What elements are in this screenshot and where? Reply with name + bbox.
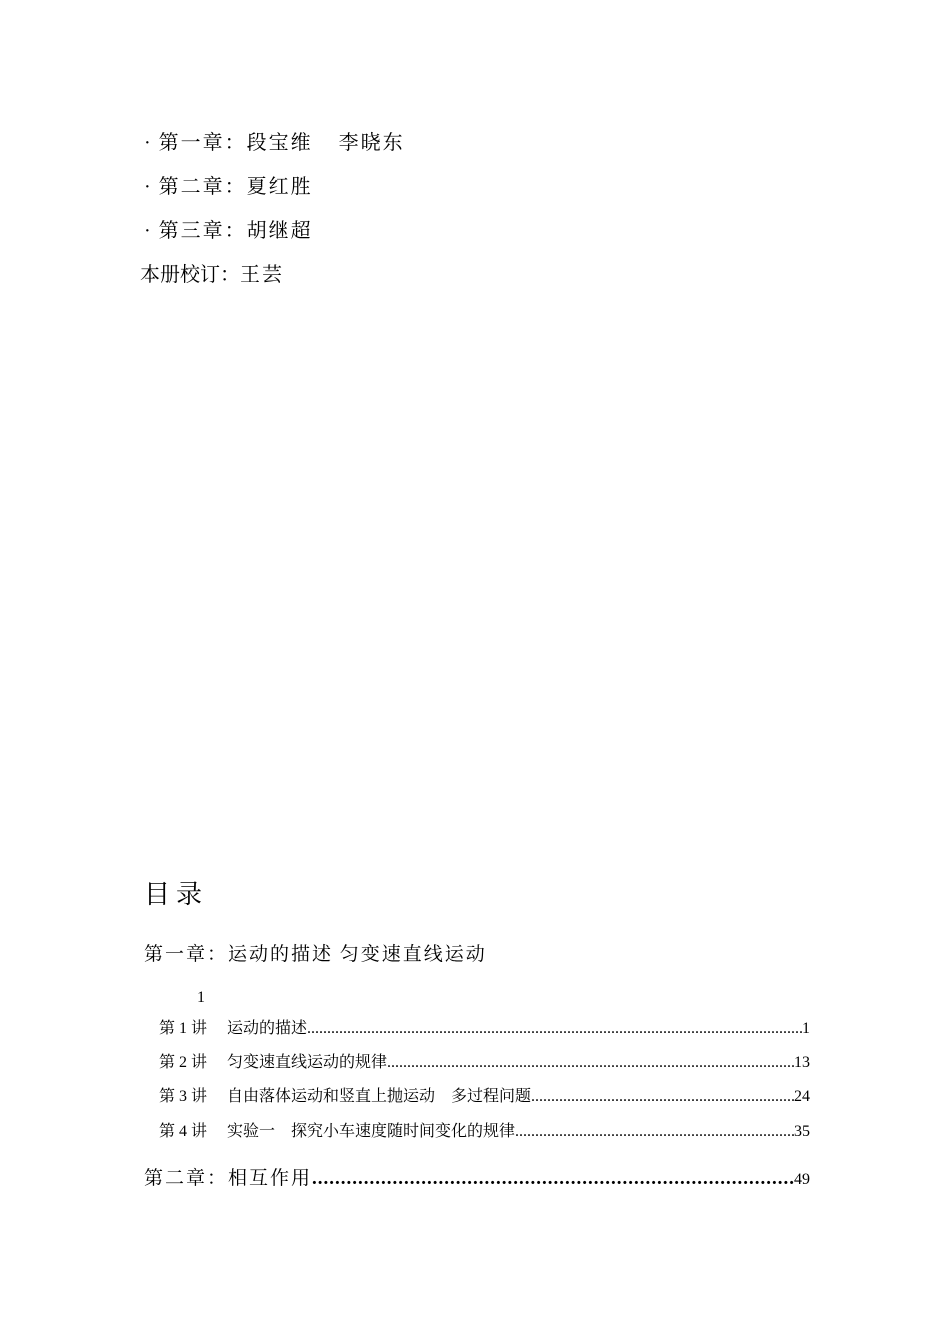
credit-line-1 — [144, 126, 405, 155]
toc-entry-page: 13 — [794, 1054, 810, 1071]
revision-line — [140, 258, 284, 287]
toc-entry-number: 第 3 讲 — [159, 1088, 208, 1105]
toc-entry[interactable] — [159, 1015, 810, 1038]
credit-name: 胡继超 — [246, 220, 313, 242]
bullet: · — [144, 132, 153, 154]
credit-name: 段宝维 — [246, 132, 313, 154]
toc-entry-page: 24 — [794, 1088, 810, 1105]
toc-entry-title: 运动的描述 — [227, 1020, 308, 1037]
toc-title: 目录 — [144, 880, 209, 909]
credit-name: 夏红胜 — [246, 176, 313, 198]
toc-chapter-1-title[interactable]: 第一章：运动的描述 匀变速直线运动 — [144, 944, 487, 965]
toc-entry-number: 第 1 讲 — [159, 1020, 208, 1037]
dot-leader — [307, 1020, 802, 1038]
bullet: · — [144, 176, 153, 198]
toc-entry-number: 第 4 讲 — [159, 1123, 208, 1140]
toc-entry-page: 35 — [794, 1123, 810, 1140]
toc-entry-title: 匀变速直线运动的规律 — [227, 1054, 388, 1071]
revision-name: 王芸 — [240, 264, 284, 286]
revision-label: 本册校订： — [140, 262, 240, 286]
toc-entry-page: 1 — [802, 1020, 810, 1037]
credit-chapter: 第一章： — [158, 132, 247, 154]
credit-line-3 — [144, 214, 313, 243]
toc-chapter-2-title: 第二章：相互作用 — [144, 1168, 313, 1189]
toc-chapter-2-page: 49 — [794, 1171, 810, 1188]
toc-chapter-1-page: 1 — [197, 989, 205, 1006]
dot-leader — [515, 1123, 794, 1141]
credit-chapter: 第三章： — [158, 220, 247, 242]
dot-leader — [312, 1168, 794, 1190]
toc-entry[interactable] — [159, 1049, 810, 1072]
bullet: · — [144, 220, 153, 242]
dot-leader — [387, 1054, 794, 1072]
toc-entry-number: 第 2 讲 — [159, 1054, 208, 1071]
credit-line-2 — [144, 170, 313, 199]
credit-name: 李晓东 — [338, 132, 405, 154]
credit-chapter: 第二章： — [158, 176, 247, 198]
toc-entry[interactable] — [159, 1118, 810, 1141]
toc-entry[interactable] — [159, 1083, 810, 1106]
toc-chapter-2[interactable] — [144, 1163, 810, 1190]
dot-leader — [531, 1088, 794, 1106]
toc-entry-title: 实验一 探究小车速度随时间变化的规律 — [227, 1123, 516, 1140]
toc-entry-title: 自由落体运动和竖直上抛运动 多过程问题 — [227, 1088, 532, 1105]
